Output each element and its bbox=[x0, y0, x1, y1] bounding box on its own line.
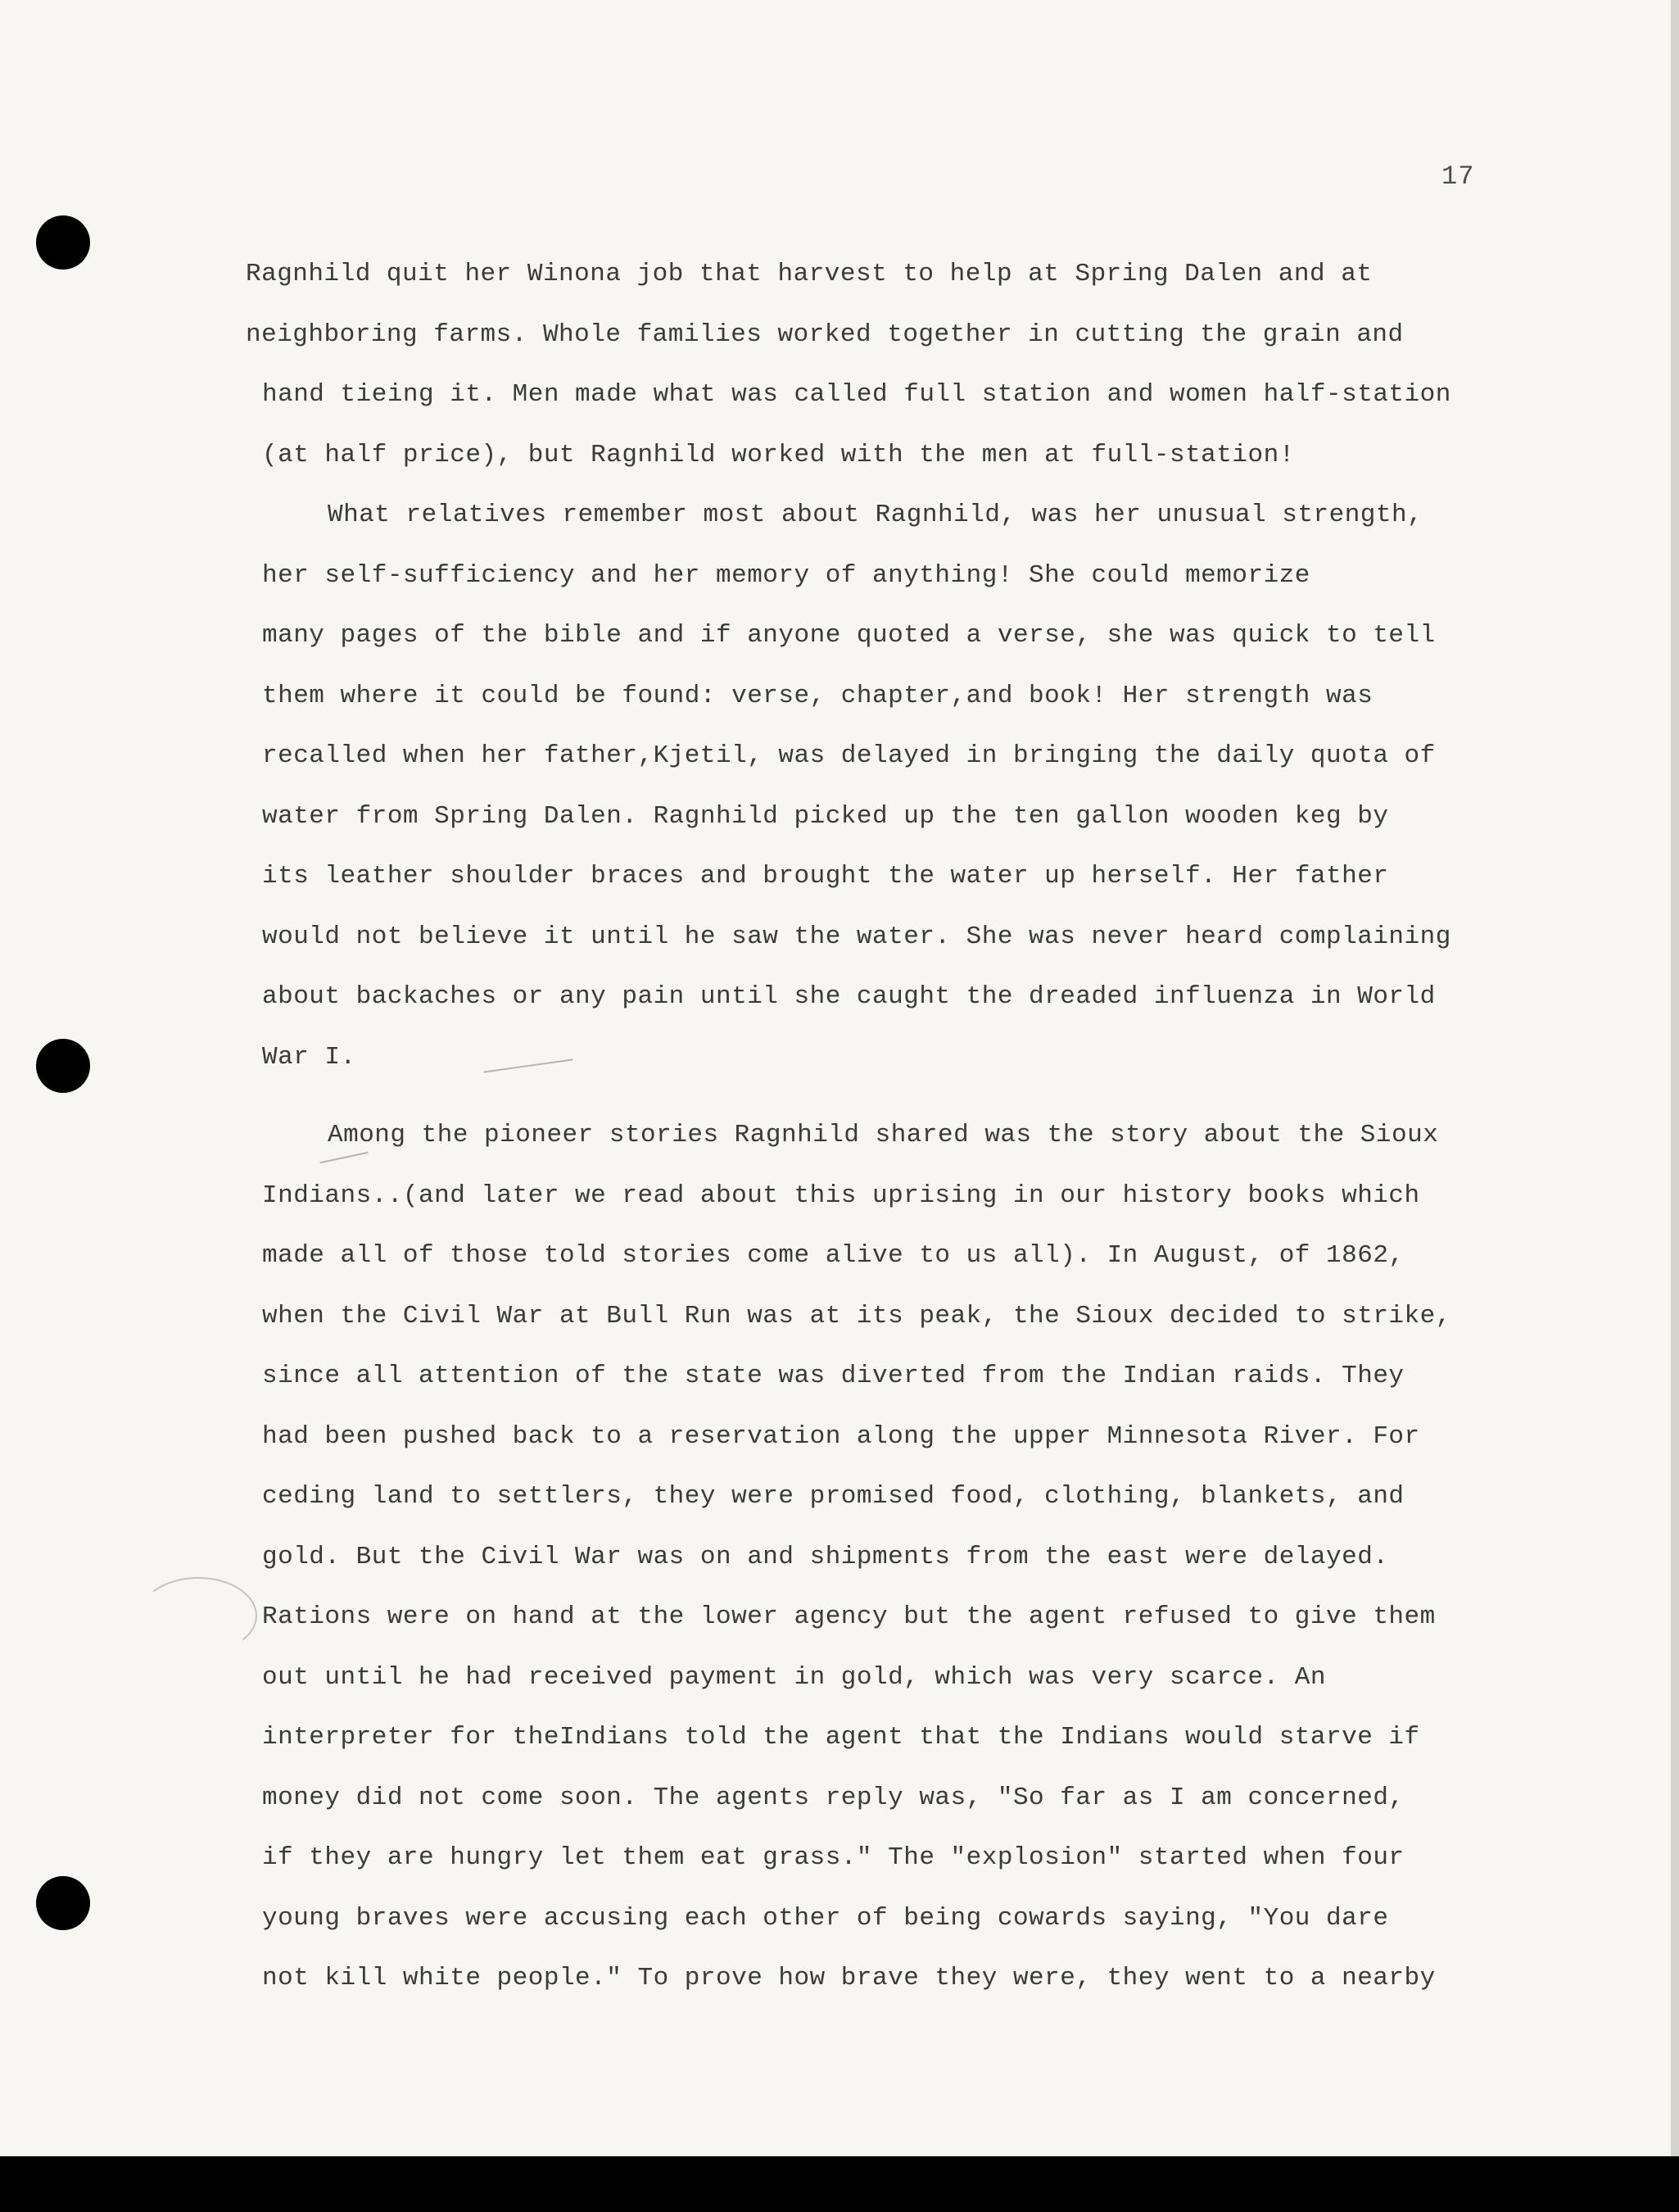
text-line: money did not come soon. The agents reply was, "So far as I am concerned, bbox=[262, 1783, 1405, 1812]
text-line: Rations were on hand at the lower agency but the agent refused to give them bbox=[262, 1602, 1436, 1631]
scan-border-bottom bbox=[0, 2156, 1679, 2212]
text-line: recalled when her father,Kjetil, was delayed in bringing the daily quota of bbox=[262, 741, 1436, 770]
text-line: them where it could be found: verse, chapter,and book! Her strength was bbox=[262, 681, 1374, 710]
binder-hole-top bbox=[36, 215, 90, 270]
text-line: interpreter for theIndians told the agent that the Indians would starve if bbox=[262, 1723, 1420, 1752]
text-line: ceding land to settlers, they were promised food, clothing, blankets, and bbox=[262, 1482, 1405, 1511]
pencil-curve-mark bbox=[139, 1577, 257, 1654]
text-line: Indians..(and later we read about this uprising in our history books which bbox=[262, 1181, 1420, 1210]
text-line: about backaches or any pain until she caught the dreaded influenza in World bbox=[262, 982, 1436, 1011]
text-line: (at half price), but Ragnhild worked with the men at full-station! bbox=[262, 440, 1295, 469]
text-line: her self-sufficiency and her memory of anything! She could memorize bbox=[262, 560, 1310, 590]
typed-text-body bbox=[246, 244, 1540, 2009]
text-line: would not believe it until he saw the water. She was never heard complaining bbox=[262, 922, 1451, 951]
text-line: neighboring farms. Whole families worked together in cutting the grain and bbox=[246, 320, 1404, 349]
page-number: 17 bbox=[1441, 161, 1475, 192]
text-line: gold. But the Civil War was on and shipments from the east were delayed. bbox=[262, 1542, 1389, 1571]
text-line: out until he had received payment in gold, which was very scarce. An bbox=[262, 1662, 1327, 1692]
text-line: not kill white people." To prove how brave they were, they went to a nearby bbox=[262, 1964, 1436, 1992]
text-line: when the Civil War at Bull Run was at its peak, the Sioux decided to strike, bbox=[262, 1301, 1451, 1330]
text-line: since all attention of the state was diverted from the Indian raids. They bbox=[262, 1362, 1405, 1390]
text-line: What relatives remember most about Ragnhild, was her unusual strength, bbox=[328, 501, 1423, 529]
text-line: Ragnhild quit her Winona job that harvest to help at Spring Dalen and at bbox=[246, 260, 1373, 288]
page-edge-shadow bbox=[1671, 0, 1679, 2156]
text-line: its leather shoulder braces and brought the water up herself. Her father bbox=[262, 862, 1389, 891]
binder-hole-bottom bbox=[36, 1876, 90, 1930]
binder-hole-middle bbox=[36, 1039, 90, 1093]
paragraph-gap bbox=[246, 1087, 1540, 1105]
text-line: young braves were accusing each other of being cowards saying, "You dare bbox=[262, 1903, 1389, 1933]
text-line: made all of those told stories come alive to us all). In August, of 1862, bbox=[262, 1241, 1405, 1270]
text-line: War I. bbox=[262, 1042, 356, 1072]
text-line: had been pushed back to a reservation along the upper Minnesota River. For bbox=[262, 1421, 1420, 1451]
text-line: hand tieing it. Men made what was called full station and women half-station bbox=[262, 380, 1451, 409]
text-line: if they are hungry let them eat grass." The "explosion" started when four bbox=[262, 1843, 1405, 1872]
text-line: Among the pioneer stories Ragnhild shared was the story about the Sioux bbox=[328, 1121, 1439, 1149]
text-line: water from Spring Dalen. Ragnhild picked up the ten gallon wooden keg by bbox=[262, 801, 1389, 831]
text-line: many pages of the bible and if anyone quoted a verse, she was quick to tell bbox=[262, 621, 1436, 650]
